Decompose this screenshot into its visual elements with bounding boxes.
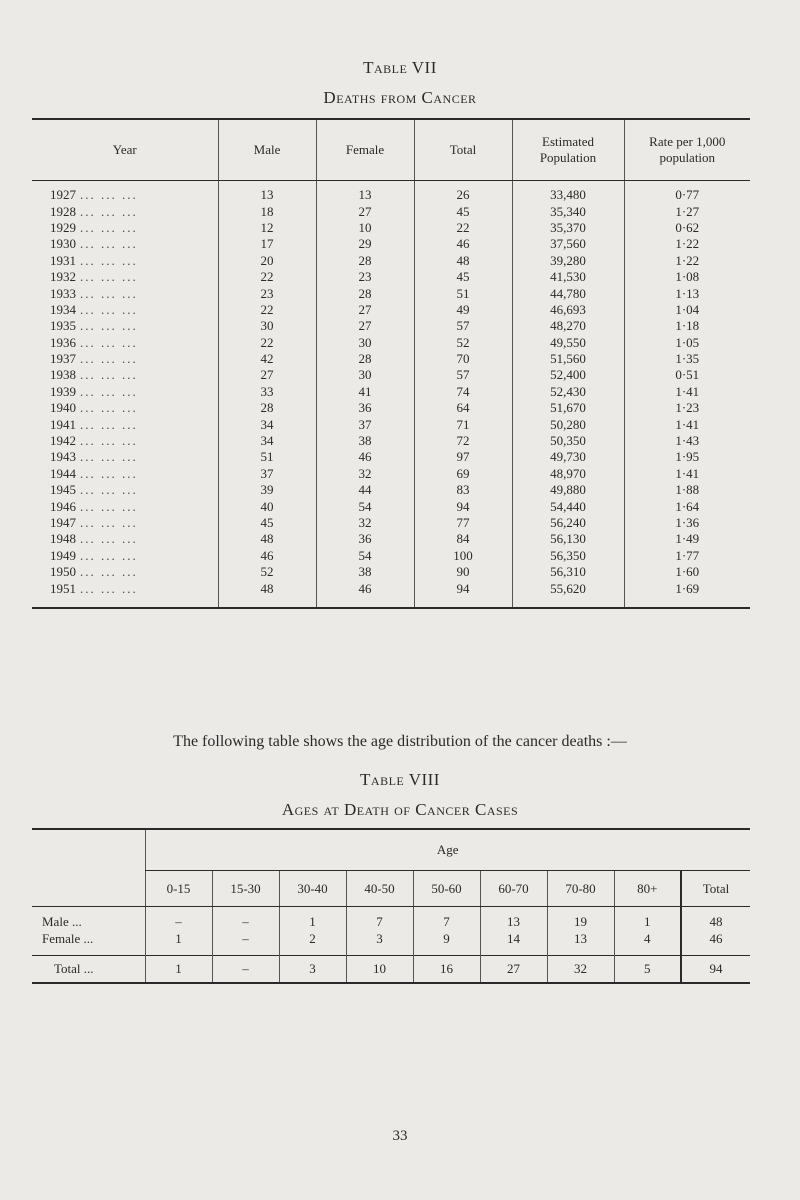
table8-cell: 48 <box>681 907 750 931</box>
table7-row <box>32 203 750 219</box>
table8-corner <box>32 829 145 907</box>
page-number: 33 <box>392 1128 408 1144</box>
table8 <box>32 828 750 984</box>
table7-year: 1944 <box>50 465 76 481</box>
table7-year-cell <box>32 351 218 367</box>
table7-female-cell: 27 <box>316 318 414 334</box>
table7-year: 1928 <box>50 203 76 219</box>
table7-male-cell: 34 <box>218 416 316 432</box>
table7-row <box>32 466 750 482</box>
table7-total-cell: 70 <box>414 351 512 367</box>
table7-year-cell <box>32 253 218 269</box>
table8-cell: 94 <box>681 956 750 984</box>
table7-year: 1947 <box>50 515 76 530</box>
table7-rate-cell: 1·35 <box>624 351 750 367</box>
table7-header-rate: Rate per 1,000 population <box>624 119 750 181</box>
table7-population-cell: 56,130 <box>512 531 624 547</box>
table7-population-cell: 56,310 <box>512 564 624 580</box>
table7-female-cell: 41 <box>316 384 414 400</box>
table7-rate-cell: 1·49 <box>624 531 750 547</box>
table7-population-cell: 56,240 <box>512 515 624 531</box>
table7-female-cell: 28 <box>316 253 414 269</box>
table7-year-cell <box>32 400 218 416</box>
table7-year: 1940 <box>50 400 76 416</box>
table7-row <box>32 384 750 400</box>
leader-dots: ... ... ... <box>80 285 138 301</box>
table7-header-female: Female <box>316 119 414 181</box>
table7-total-cell: 52 <box>414 335 512 351</box>
table7-population-cell: 44,780 <box>512 285 624 301</box>
table7-population-cell: 50,280 <box>512 416 624 432</box>
table7-year: 1936 <box>50 334 76 350</box>
table7-year: 1933 <box>50 285 76 301</box>
table8-column-header: 80+ <box>614 871 681 907</box>
table7-rate-cell: 1·27 <box>624 203 750 219</box>
table7-male-cell: 23 <box>218 285 316 301</box>
table7-row <box>32 236 750 252</box>
table7-rate-cell: 1·04 <box>624 302 750 318</box>
table7-rate-cell: 1·13 <box>624 285 750 301</box>
leader-dots: ... ... ... <box>80 547 138 563</box>
table8-cell: 19 <box>547 907 614 931</box>
table7-row <box>32 253 750 269</box>
table7-male-cell: 13 <box>218 181 316 204</box>
table7-male-cell: 22 <box>218 335 316 351</box>
leader-dots: ... ... ... <box>80 383 138 399</box>
table7-year-cell <box>32 433 218 449</box>
table7-female-cell: 23 <box>316 269 414 285</box>
table7-male-cell: 30 <box>218 318 316 334</box>
table7-year: 1949 <box>50 547 76 563</box>
leader-dots: ... ... ... <box>80 367 138 383</box>
table8-title: Table VIII <box>360 770 440 789</box>
table7-year-cell <box>32 416 218 432</box>
table7-rate-cell: 0·62 <box>624 220 750 236</box>
table8-cell: 3 <box>346 930 413 956</box>
table7-row <box>32 181 750 204</box>
table7-year: 1937 <box>50 351 76 367</box>
leader-dots: ... ... ... <box>80 531 138 547</box>
table7-population-cell: 50,350 <box>512 433 624 449</box>
table7-population-cell: 52,400 <box>512 367 624 383</box>
table7-population-cell: 49,880 <box>512 482 624 498</box>
table8-cell: 1 <box>279 907 346 931</box>
table7-female-cell: 38 <box>316 564 414 580</box>
table7-female-cell: 46 <box>316 580 414 607</box>
table8-cell: 13 <box>547 930 614 956</box>
table7-rate-cell: 1·41 <box>624 416 750 432</box>
table7-row <box>32 269 750 285</box>
table8-column-header: 50-60 <box>413 871 480 907</box>
table7-population-cell: 55,620 <box>512 580 624 607</box>
table7-header-male: Male <box>218 119 316 181</box>
table8-total-row <box>32 956 750 984</box>
table7-male-cell: 34 <box>218 433 316 449</box>
table7-population-cell: 51,670 <box>512 400 624 416</box>
table7-year-cell <box>32 482 218 498</box>
table7-rate-cell: 1·23 <box>624 400 750 416</box>
table7-population-cell: 37,560 <box>512 236 624 252</box>
table7-total-cell: 74 <box>414 384 512 400</box>
table7-male-cell: 42 <box>218 351 316 367</box>
table7-female-cell: 36 <box>316 400 414 416</box>
table8-cell: 7 <box>413 907 480 931</box>
table7-male-cell: 22 <box>218 269 316 285</box>
table7-population-cell: 52,430 <box>512 384 624 400</box>
table7-header-row <box>32 119 750 181</box>
table7-year: 1951 <box>50 580 76 596</box>
table7-row <box>32 335 750 351</box>
table8-row-label: Female ... <box>42 930 94 946</box>
leader-dots: ... ... ... <box>80 187 138 203</box>
table7-row <box>32 449 750 465</box>
leader-dots: ... ... ... <box>80 400 138 416</box>
table7-total-cell: 83 <box>414 482 512 498</box>
table7-female-cell: 32 <box>316 515 414 531</box>
table7-row <box>32 580 750 607</box>
table7-year: 1943 <box>50 449 76 465</box>
table7-total-cell: 94 <box>414 580 512 607</box>
table8-cell: 16 <box>413 956 480 984</box>
table7-rate-cell: 1·60 <box>624 564 750 580</box>
table8-column-header: 70-80 <box>547 871 614 907</box>
table7-female-cell: 30 <box>316 335 414 351</box>
table7-year: 1938 <box>50 367 76 383</box>
table8-cell: 1 <box>614 907 681 931</box>
table7-population-cell: 46,693 <box>512 302 624 318</box>
table7-rate-cell: 1·64 <box>624 498 750 514</box>
table7-rate-cell: 1·22 <box>624 236 750 252</box>
table7-population-cell: 56,350 <box>512 548 624 564</box>
table7-female-cell: 28 <box>316 351 414 367</box>
table7-total-cell: 97 <box>414 449 512 465</box>
table7-total-cell: 84 <box>414 531 512 547</box>
table8-cell: 32 <box>547 956 614 984</box>
table8-column-header: 60-70 <box>480 871 547 907</box>
table8-row-label: Total ... <box>32 956 145 984</box>
table7-male-cell: 20 <box>218 253 316 269</box>
table7-year: 1939 <box>50 383 76 399</box>
table7-year-cell <box>32 515 218 531</box>
table8-cell: – <box>212 907 279 931</box>
table7-population-cell: 48,970 <box>512 466 624 482</box>
table7-population-cell: 48,270 <box>512 318 624 334</box>
table7-title: Table VII <box>363 58 437 77</box>
table7-population-cell: 35,340 <box>512 203 624 219</box>
leader-dots: ... ... ... <box>80 334 138 350</box>
table7-total-cell: 49 <box>414 302 512 318</box>
table7-population-cell: 35,370 <box>512 220 624 236</box>
table7-total-cell: 26 <box>414 181 512 204</box>
table7-year: 1948 <box>50 531 76 547</box>
table8-column-header: 30-40 <box>279 871 346 907</box>
table7-male-cell: 45 <box>218 515 316 531</box>
table7-male-cell: 48 <box>218 531 316 547</box>
leader-dots: ... ... ... <box>80 482 138 498</box>
table7-row <box>32 367 750 383</box>
table7-year: 1946 <box>50 498 76 514</box>
table7-total-cell: 69 <box>414 466 512 482</box>
table7-year: 1942 <box>50 433 76 449</box>
table7-male-cell: 39 <box>218 482 316 498</box>
table7-total-cell: 72 <box>414 433 512 449</box>
leader-dots: ... ... ... <box>80 433 138 449</box>
leader-dots: ... ... ... <box>80 301 138 317</box>
table7-male-cell: 27 <box>218 367 316 383</box>
table7-total-cell: 94 <box>414 498 512 514</box>
table7-male-cell: 48 <box>218 580 316 607</box>
table7-year-cell <box>32 449 218 465</box>
leader-dots: ... ... ... <box>80 203 138 219</box>
table7-header-total: Total <box>414 119 512 181</box>
table7-rate-cell: 1·95 <box>624 449 750 465</box>
table7-year-cell <box>32 236 218 252</box>
table7-row <box>32 515 750 531</box>
table8-cell: – <box>145 907 212 931</box>
table7-row <box>32 351 750 367</box>
table7-year-cell <box>32 335 218 351</box>
table8-cell: – <box>212 930 279 956</box>
table7-rate-cell: 1·18 <box>624 318 750 334</box>
table7-rate-cell: 1·41 <box>624 466 750 482</box>
table7-row <box>32 482 750 498</box>
table7-year-cell <box>32 564 218 580</box>
table8-cell: 13 <box>480 907 547 931</box>
table7-female-cell: 36 <box>316 531 414 547</box>
table8-column-header: 40-50 <box>346 871 413 907</box>
table7-year: 1927 <box>50 187 76 203</box>
table7-population-cell: 41,530 <box>512 269 624 285</box>
table7-year-cell <box>32 531 218 547</box>
table7-female-cell: 29 <box>316 236 414 252</box>
table7-total-cell: 57 <box>414 367 512 383</box>
table7-total-cell: 100 <box>414 548 512 564</box>
table8-cell: 2 <box>279 930 346 956</box>
table8-cell: 46 <box>681 930 750 956</box>
table7-year-cell <box>32 384 218 400</box>
leader-dots: ... ... ... <box>80 515 138 530</box>
leader-dots: ... ... ... <box>80 219 138 235</box>
table7-row <box>32 220 750 236</box>
table7-year-cell <box>32 580 218 607</box>
table7-population-cell: 33,480 <box>512 181 624 204</box>
table7-male-cell: 18 <box>218 203 316 219</box>
table7-female-cell: 44 <box>316 482 414 498</box>
table7-male-cell: 51 <box>218 449 316 465</box>
table7-total-cell: 77 <box>414 515 512 531</box>
intro-text: The following table shows the age distribution of the cancer deaths :— <box>173 733 627 750</box>
table7-male-cell: 12 <box>218 220 316 236</box>
table7-year-cell <box>32 269 218 285</box>
table7-female-cell: 27 <box>316 203 414 219</box>
table7-population-cell: 49,730 <box>512 449 624 465</box>
table8-row <box>32 907 750 931</box>
table7-male-cell: 46 <box>218 548 316 564</box>
table7-female-cell: 13 <box>316 181 414 204</box>
table8-cell: 14 <box>480 930 547 956</box>
table8-cell: 10 <box>346 956 413 984</box>
table7-year: 1945 <box>50 482 76 498</box>
table7-year: 1929 <box>50 219 76 235</box>
table7-total-cell: 90 <box>414 564 512 580</box>
table8-column-header: 0-15 <box>145 871 212 907</box>
table7-row <box>32 564 750 580</box>
table7-rate-cell: 1·08 <box>624 269 750 285</box>
table7-total-cell: 45 <box>414 203 512 219</box>
table7-female-cell: 27 <box>316 302 414 318</box>
table7-row <box>32 302 750 318</box>
table7-female-cell: 54 <box>316 548 414 564</box>
table7-total-cell: 45 <box>414 269 512 285</box>
table8-column-header: 15-30 <box>212 871 279 907</box>
table7-population-cell: 39,280 <box>512 253 624 269</box>
leader-dots: ... ... ... <box>80 236 138 252</box>
table7-female-cell: 37 <box>316 416 414 432</box>
table7-header-year: Year <box>32 119 218 181</box>
table7-total-cell: 46 <box>414 236 512 252</box>
table7-rate-cell: 0·51 <box>624 367 750 383</box>
table7-row <box>32 433 750 449</box>
table7-female-cell: 30 <box>316 367 414 383</box>
table7-year: 1935 <box>50 318 76 334</box>
table7-population-cell: 49,550 <box>512 335 624 351</box>
table7-male-cell: 17 <box>218 236 316 252</box>
table7-female-cell: 54 <box>316 498 414 514</box>
table7-male-cell: 22 <box>218 302 316 318</box>
table8-cell: 1 <box>145 956 212 984</box>
table7-rate-cell: 0·77 <box>624 181 750 204</box>
table7-total-cell: 71 <box>414 416 512 432</box>
table7-population-cell: 54,440 <box>512 498 624 514</box>
table7-female-cell: 32 <box>316 466 414 482</box>
table7-row <box>32 400 750 416</box>
table7-total-cell: 22 <box>414 220 512 236</box>
leader-dots: ... ... ... <box>80 580 138 596</box>
leader-dots: ... ... ... <box>80 269 138 285</box>
table8-cell: 1 <box>145 930 212 956</box>
table7-year: 1931 <box>50 252 76 268</box>
table8-cell: 5 <box>614 956 681 984</box>
table7-year: 1934 <box>50 301 76 317</box>
table7-rate-cell: 1·05 <box>624 335 750 351</box>
table8-row <box>32 930 750 956</box>
table7-rate-cell: 1·88 <box>624 482 750 498</box>
table7-year: 1941 <box>50 416 76 432</box>
table7-year-cell <box>32 548 218 564</box>
table8-subtitle: Ages at Death of Cancer Cases <box>281 800 519 819</box>
table7-total-cell: 64 <box>414 400 512 416</box>
table7-year-cell <box>32 203 218 219</box>
leader-dots: ... ... ... <box>80 564 138 580</box>
table7-year-cell <box>32 302 218 318</box>
leader-dots: ... ... ... <box>80 252 138 268</box>
table7-rate-cell: 1·22 <box>624 253 750 269</box>
table7-row <box>32 498 750 514</box>
table8-cell: – <box>212 956 279 984</box>
table8-cell: 7 <box>346 907 413 931</box>
table7-row <box>32 285 750 301</box>
table7-row <box>32 318 750 334</box>
table8-column-header: Total <box>681 871 750 907</box>
table7-year: 1932 <box>50 269 76 285</box>
table7-year-cell <box>32 367 218 383</box>
table7-row <box>32 531 750 547</box>
table7-female-cell: 10 <box>316 220 414 236</box>
table7-rate-cell: 1·41 <box>624 384 750 400</box>
table7-male-cell: 28 <box>218 400 316 416</box>
table7-total-cell: 57 <box>414 318 512 334</box>
leader-dots: ... ... ... <box>80 498 138 514</box>
table7-rate-cell: 1·36 <box>624 515 750 531</box>
table7-year-cell <box>32 318 218 334</box>
table7-rate-cell: 1·77 <box>624 548 750 564</box>
table7 <box>32 118 750 609</box>
leader-dots: ... ... ... <box>80 465 138 481</box>
table7-year-cell <box>32 181 218 204</box>
table8-row-label: Male ... <box>42 913 82 929</box>
table7-population-cell: 51,560 <box>512 351 624 367</box>
table7-row <box>32 548 750 564</box>
leader-dots: ... ... ... <box>80 351 138 367</box>
table7-female-cell: 38 <box>316 433 414 449</box>
table7-rate-cell: 1·43 <box>624 433 750 449</box>
table7-year-cell <box>32 498 218 514</box>
table8-body <box>32 907 750 984</box>
table7-male-cell: 33 <box>218 384 316 400</box>
table7-female-cell: 28 <box>316 285 414 301</box>
table7-rate-cell: 1·69 <box>624 580 750 607</box>
table7-header-population: Estimated Population <box>512 119 624 181</box>
table7-year: 1950 <box>50 564 76 580</box>
table7-year-cell <box>32 466 218 482</box>
table7-subtitle: Deaths from Cancer <box>323 88 477 107</box>
table7-year-cell <box>32 220 218 236</box>
table7-row <box>32 416 750 432</box>
table8-cell: 4 <box>614 930 681 956</box>
leader-dots: ... ... ... <box>80 416 138 432</box>
table8-cell: 3 <box>279 956 346 984</box>
table7-year-cell <box>32 285 218 301</box>
table7-total-cell: 51 <box>414 285 512 301</box>
table8-cell: 9 <box>413 930 480 956</box>
leader-dots: ... ... ... <box>80 318 138 334</box>
leader-dots: ... ... ... <box>80 449 138 465</box>
table8-cell: 27 <box>480 956 547 984</box>
table7-year: 1930 <box>50 236 76 252</box>
table7-male-cell: 37 <box>218 466 316 482</box>
table7-male-cell: 52 <box>218 564 316 580</box>
table7-total-cell: 48 <box>414 253 512 269</box>
table8-age-header: Age <box>145 829 750 871</box>
table7-female-cell: 46 <box>316 449 414 465</box>
table7-body <box>32 181 750 608</box>
table7-male-cell: 40 <box>218 498 316 514</box>
